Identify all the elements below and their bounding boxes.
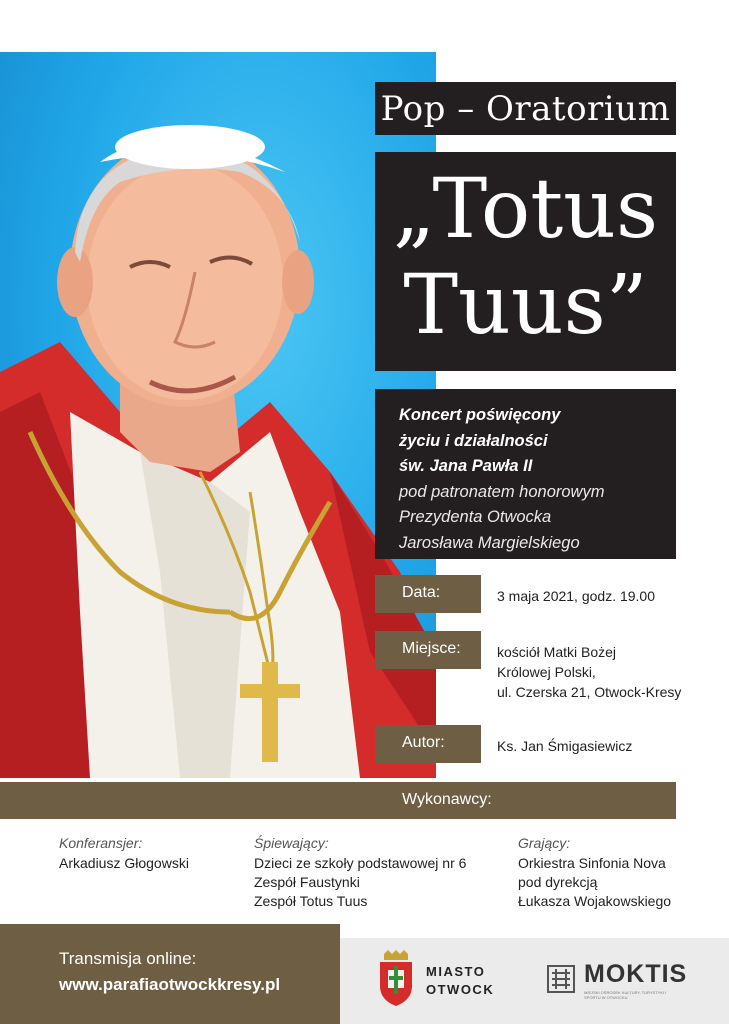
- moktis-wordmark: MOKTIS: [584, 960, 688, 988]
- city-line: OTWOCK: [426, 982, 495, 997]
- subtitle-bold-line: św. Jana Pawła II: [399, 457, 533, 475]
- subtitle-box: [375, 389, 676, 559]
- column-line: Dzieci ze szkoły podstawowej nr 6: [254, 855, 467, 871]
- broadcast-box: [0, 924, 340, 1024]
- portrait-illustration: [0, 52, 436, 778]
- place-line: Królowej Polski,: [497, 664, 596, 680]
- author-label: Autor:: [375, 725, 481, 763]
- column-heading: Grający:: [518, 835, 571, 851]
- date-value: 3 maja 2021, godz. 19.00: [497, 588, 656, 604]
- sponsor-logos: [340, 938, 729, 1024]
- column-line: pod dyrekcją: [518, 874, 598, 890]
- subtitle-patronage-line: Jarosława Margielskiego: [399, 533, 580, 552]
- column-heading: Śpiewający:: [254, 835, 329, 851]
- title-line-2: Tuus”: [403, 258, 648, 353]
- subtitle-patronage-line: Prezydenta Otwocka: [399, 508, 552, 526]
- column-line: Orkiestra Sinfonia Nova: [518, 855, 666, 871]
- subtitle-bold-line: Koncert poświęcony: [399, 406, 561, 424]
- pre-title: Pop – Oratorium: [375, 82, 676, 135]
- subtitle-bold-line: życiu i działalności: [399, 431, 548, 450]
- place-label: Miejsce:: [375, 631, 481, 669]
- performers-column-singers: [254, 834, 466, 911]
- moktis-subtitle: MIEJSKI OŚRODEK KULTURY, TURYSTYKI I SPORTU W OTWOCKU: [584, 990, 667, 1000]
- place-line: kościół Matki Bożej: [497, 644, 617, 660]
- column-line: Arkadiusz Głogowski: [59, 855, 189, 871]
- column-line: Zespół Faustynki: [254, 874, 360, 890]
- moktis-logo-icon: [547, 965, 575, 993]
- place-line: ul. Czerska 21, Otwock-Kresy: [497, 684, 682, 700]
- place-value: [497, 642, 681, 702]
- subtitle-patronage-line: pod patronatem honorowym: [399, 482, 605, 501]
- city-name: [426, 963, 494, 999]
- city-crest-icon: [376, 950, 416, 1006]
- column-line: Zespół Totus Tuus: [254, 893, 368, 909]
- main-title: [375, 152, 676, 371]
- column-heading: Konferansjer:: [59, 835, 143, 851]
- performers-column-musicians: [518, 834, 671, 911]
- column-line: Łukasza Wojakowskiego: [518, 893, 672, 909]
- date-label: Data:: [375, 575, 481, 613]
- performers-column-host: [59, 834, 189, 873]
- broadcast-url[interactable]: www.parafiaotwockkresy.pl: [59, 975, 281, 994]
- performers-label: Wykonawcy:: [0, 782, 676, 819]
- city-line: MIASTO: [426, 964, 486, 979]
- author-value: Ks. Jan Śmigasiewicz: [497, 738, 633, 754]
- portrait-photo: [0, 52, 436, 778]
- broadcast-label: Transmisja online:: [59, 949, 197, 968]
- title-line-1: „Totus: [392, 162, 659, 257]
